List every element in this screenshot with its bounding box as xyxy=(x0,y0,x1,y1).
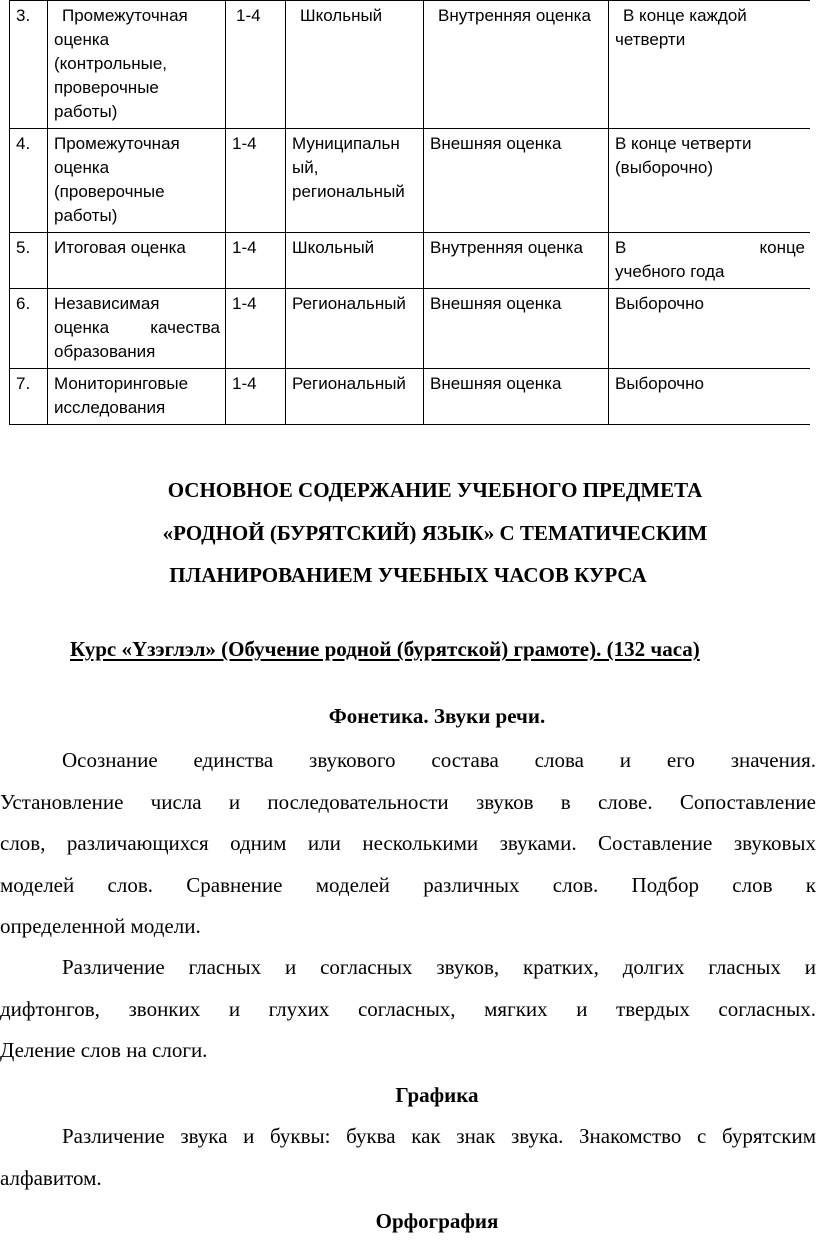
row-number: 5. xyxy=(10,233,48,289)
subsection-title-phonetics: Фонетика. Звуки речи. xyxy=(328,704,546,728)
grade-cell: 1-4 xyxy=(226,1,286,129)
table-row xyxy=(10,369,811,425)
timing-cell: В конце каждой четверти xyxy=(609,1,811,129)
kind-cell: Внешняя оценка xyxy=(424,129,609,233)
timing-cell: Выборочно xyxy=(609,369,811,425)
text-line: моделей слов. Сравнение моделей различных слов. Подбор слов к xyxy=(0,872,816,897)
timing-cell: В конце четверти (выборочно) xyxy=(609,129,811,233)
section-heading-line-1: ОСНОВНОЕ СОДЕРЖАНИЕ УЧЕБНОГО ПРЕДМЕТА xyxy=(167,478,703,502)
assessment-type-cell: Итоговая оценка xyxy=(48,233,226,289)
table-row xyxy=(10,233,811,289)
subsection-title-graphics: Графика xyxy=(395,1083,479,1107)
level-cell: Школьный xyxy=(286,233,424,289)
text-line: дифтонгов, звонких и глухих согласных, мягких и твердых согласных. xyxy=(0,996,816,1021)
text-line: слов, различающихся одним или несколькими звуками. Составление звуковых xyxy=(0,831,816,856)
level-cell: Школьный xyxy=(286,1,424,129)
assessment-type-cell: Промежуточная оценка (контрольные, проверочные работы) xyxy=(48,1,226,129)
text-line: Установление числа и последовательности звуков в слове. Сопоставление xyxy=(0,789,816,814)
assessment-type-cell: Мониторинговые исследования xyxy=(48,369,226,425)
text-line: алфавитом. xyxy=(0,1165,102,1190)
table-row xyxy=(10,1,811,129)
level-cell: Муниципальн ый, региональный xyxy=(286,129,424,233)
row-number: 4. xyxy=(10,129,48,233)
kind-cell: Внутренняя оценка xyxy=(424,1,609,129)
text-line: Деление слов на слоги. xyxy=(0,1038,208,1063)
grade-cell: 1-4 xyxy=(226,369,286,425)
paragraph-phonetics-1 xyxy=(0,740,816,948)
grade-cell: 1-4 xyxy=(226,129,286,233)
table-row xyxy=(10,129,811,233)
kind-cell: Внешняя оценка xyxy=(424,369,609,425)
grade-cell: 1-4 xyxy=(226,233,286,289)
subsection-title-orthography: Орфография xyxy=(375,1209,499,1233)
paragraph-graphics xyxy=(0,1116,816,1199)
kind-cell: Внутренняя оценка xyxy=(424,233,609,289)
assessment-type-cell: Промежуточная оценка (проверочные работы) xyxy=(48,129,226,233)
text-line: Различение звука и буквы: буква как знак звука. Знакомство с бурятским xyxy=(62,1124,816,1148)
level-cell: Региональный xyxy=(286,289,424,369)
row-number: 6. xyxy=(10,289,48,369)
section-heading-line-2: «РОДНОЙ (БУРЯТСКИЙ) ЯЗЫК» С ТЕМАТИЧЕСКИМ xyxy=(162,521,708,545)
course-title: Курс «Үзэглэл» (Обучение родной (бурятской) грамоте). (132 часа) xyxy=(70,637,700,661)
text-line: определенной модели. xyxy=(0,914,201,939)
row-number: 7. xyxy=(10,369,48,425)
kind-cell: Внешняя оценка xyxy=(424,289,609,369)
timing-cell: Выборочно xyxy=(609,289,811,369)
text-line: Различение гласных и согласных звуков, кратких, долгих гласных и xyxy=(62,955,816,979)
assessment-table xyxy=(9,0,810,425)
text-line: Осознание единства звукового состава слова и его значения. xyxy=(62,748,816,772)
grade-cell: 1-4 xyxy=(226,289,286,369)
paragraph-phonetics-2 xyxy=(0,947,816,1072)
assessment-type-cell: Независимая оценка качества образования xyxy=(48,289,226,369)
level-cell: Региональный xyxy=(286,369,424,425)
table-row xyxy=(10,289,811,369)
section-heading-line-3: ПЛАНИРОВАНИЕМ УЧЕБНЫХ ЧАСОВ КУРСА xyxy=(169,563,647,587)
timing-cell: В конце учебного года xyxy=(609,233,811,289)
row-number: 3. xyxy=(10,1,48,129)
